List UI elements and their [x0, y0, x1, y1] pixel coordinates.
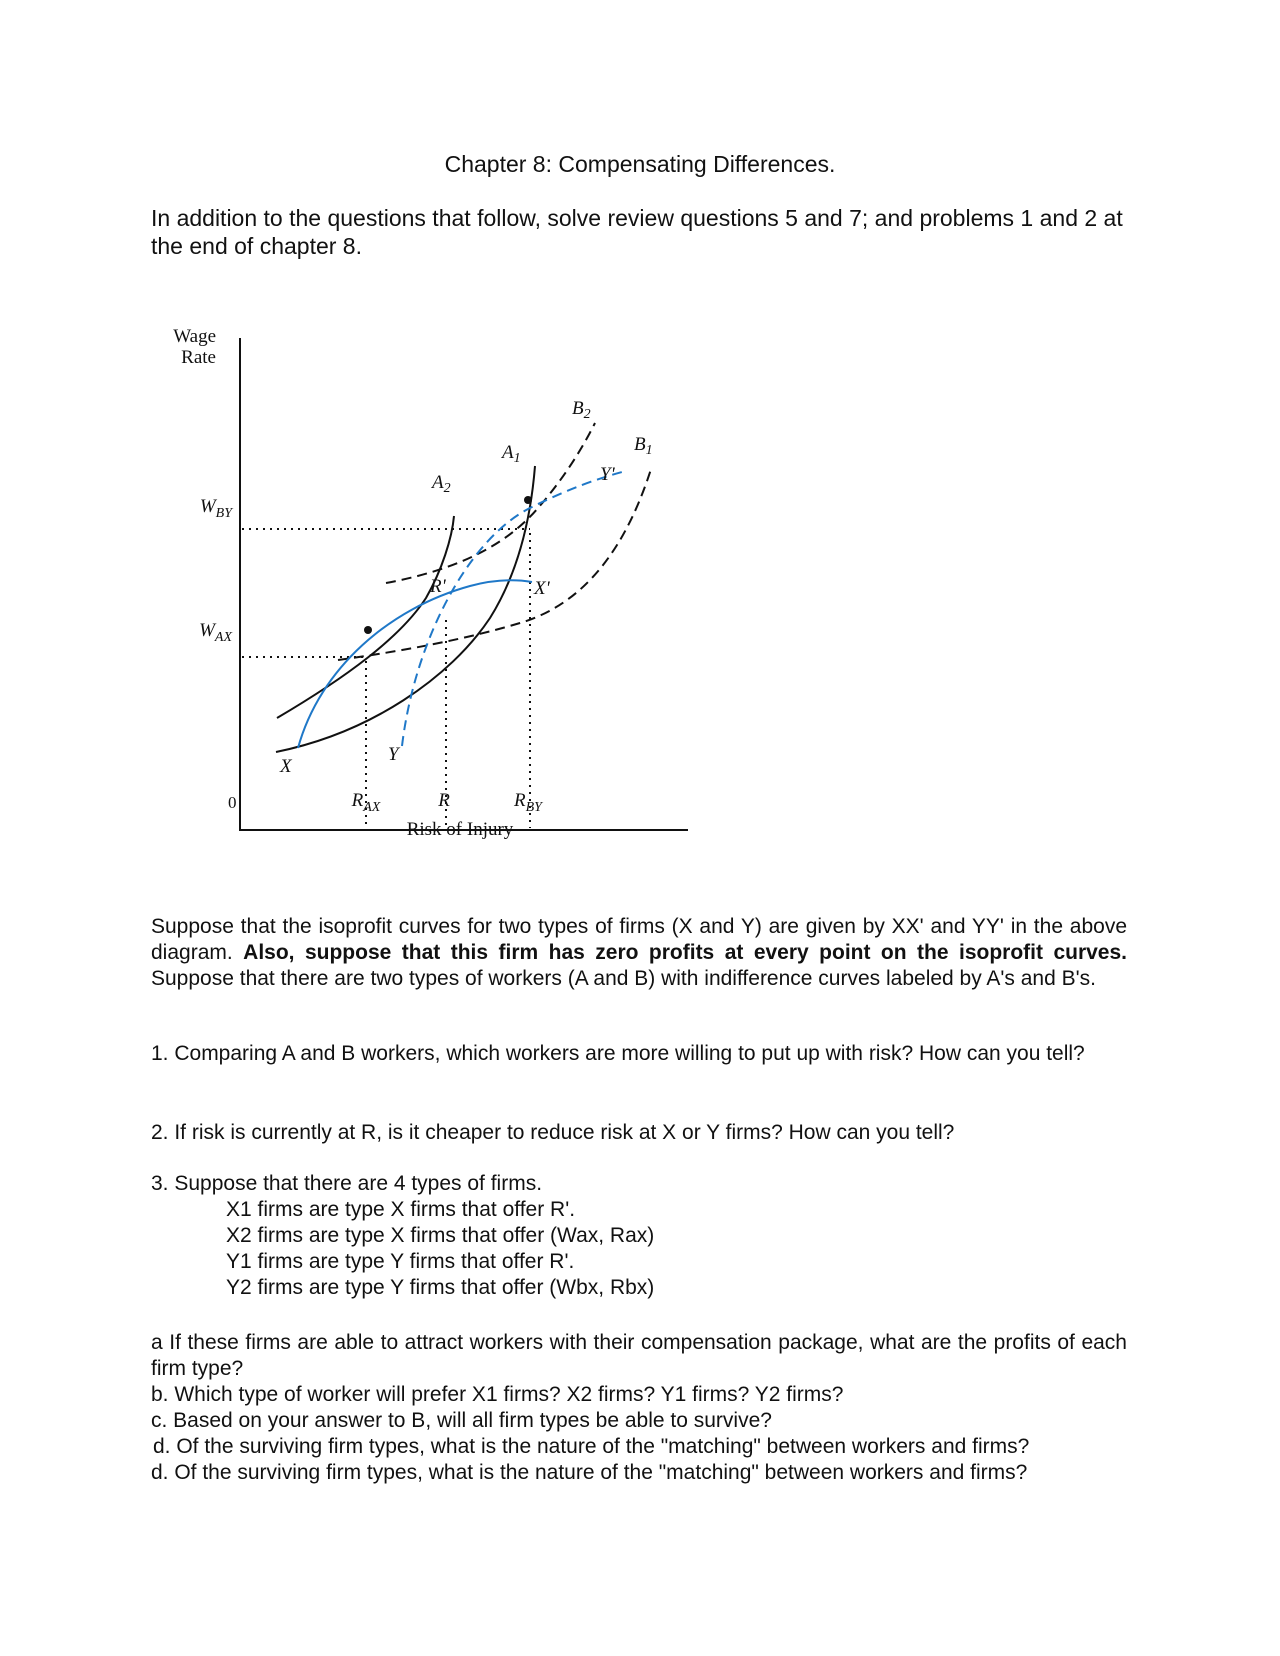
wby-label-main: W: [199, 496, 216, 517]
b1-label-main: B: [634, 434, 646, 455]
x-prime-label: X': [534, 578, 550, 599]
part-c: c. Based on your answer to B, will all firm types be able to survive?: [151, 1409, 772, 1432]
y-axis-label-line1: Wage: [173, 326, 216, 347]
a1-label-main: A: [502, 442, 514, 463]
y-axis-label-line2: Rate: [181, 347, 216, 368]
rax-label: [351, 790, 381, 815]
rby-label-sub: BY: [525, 800, 542, 815]
isoprofit-curve-y: [402, 472, 622, 746]
b2-label-sub: 2: [583, 407, 591, 422]
indifference-curve-b1: [338, 466, 652, 660]
setup-text-bold: Also, suppose that this firm has zero profits at every point on the isoprofit curves.: [243, 941, 1127, 964]
a1-label: [500, 442, 521, 466]
point-wby-rby: [524, 496, 532, 504]
rax-label-sub: AX: [363, 800, 381, 815]
rax-label-main: R: [351, 790, 364, 811]
intro-paragraph: In addition to the questions that follow, solve review questions 5 and 7; and problems 1 and 2 at the end of chapter 8.: [151, 205, 1123, 259]
wby-label: [200, 496, 234, 521]
a2-label: [430, 472, 451, 496]
wax-label-sub: AX: [214, 630, 232, 645]
rby-label-main: R: [514, 790, 526, 811]
x-curve-label: X: [280, 756, 292, 777]
r-label: R: [438, 790, 450, 811]
part-b: b. Which type of worker will prefer X1 firms? X2 firms? Y1 firms? Y2 firms?: [151, 1383, 844, 1406]
a2-label-main: A: [432, 472, 444, 493]
page-title: Chapter 8: Compensating Differences.: [444, 151, 836, 177]
point-wax-rax: [364, 626, 372, 634]
x-axis-title: Risk of Injury: [406, 819, 514, 840]
question-2: 2. If risk is currently at R, is it cheaper to reduce risk at X or Y firms? How can you tell?: [151, 1121, 955, 1144]
wax-label-main: W: [199, 620, 215, 641]
question-3-list: [226, 1197, 654, 1301]
question-1: 1. Comparing A and B workers, which workers are more willing to put up with risk? How can you tell?: [151, 1042, 1085, 1065]
r-prime-label: R': [430, 576, 446, 597]
list-item: Y1 firms are type Y firms that offer R'.: [226, 1250, 575, 1273]
part-d-first: d. Of the surviving firm types, what is the nature of the "matching" between workers and firms?: [153, 1435, 1030, 1458]
b2-label-main: B: [572, 398, 584, 419]
indifference-curve-a2: [277, 516, 454, 718]
a2-label-sub: 2: [443, 481, 451, 496]
b1-label-sub: 1: [645, 443, 653, 458]
wax-label: [199, 620, 232, 645]
wby-label-sub: BY: [215, 506, 232, 521]
setup-text-2: Suppose that there are two types of workers (A and B) with indifference curves labeled by A's and B's.: [151, 967, 1096, 990]
part-a: a If these firms are able to attract workers with their compensation package, what are the profits of each firm type?: [151, 1331, 1127, 1380]
question-3-parts: [151, 1330, 1127, 1486]
b1-label: [634, 434, 653, 458]
part-d-second: d. Of the surviving firm types, what is the nature of the "matching" between workers and firms?: [151, 1461, 1028, 1484]
y-curve-label: Y: [388, 744, 399, 765]
list-item: Y2 firms are type Y firms that offer (Wbx, Rbx): [226, 1276, 655, 1299]
y-prime-label: Y': [600, 464, 615, 485]
question-3: 3. Suppose that there are 4 types of firms.: [151, 1172, 543, 1195]
diagram-svg: [170, 326, 710, 898]
compensating-differences-diagram: [170, 326, 710, 898]
b2-label: [572, 398, 591, 422]
indifference-curve-a1: [276, 466, 535, 752]
origin-label: 0: [228, 793, 237, 812]
setup-paragraph: [151, 914, 1127, 992]
a1-label-sub: 1: [513, 451, 521, 466]
rby-label: [513, 790, 544, 815]
setup-text-1: Suppose that the isoprofit curves for two types of firms (X and Y) are given by XX' and YY' in the above diagram.: [151, 915, 1127, 964]
indifference-curve-b2: [386, 423, 595, 583]
list-item: X1 firms are type X firms that offer R'.: [226, 1198, 576, 1221]
list-item: X2 firms are type X firms that offer (Wax, Rax): [226, 1224, 655, 1247]
